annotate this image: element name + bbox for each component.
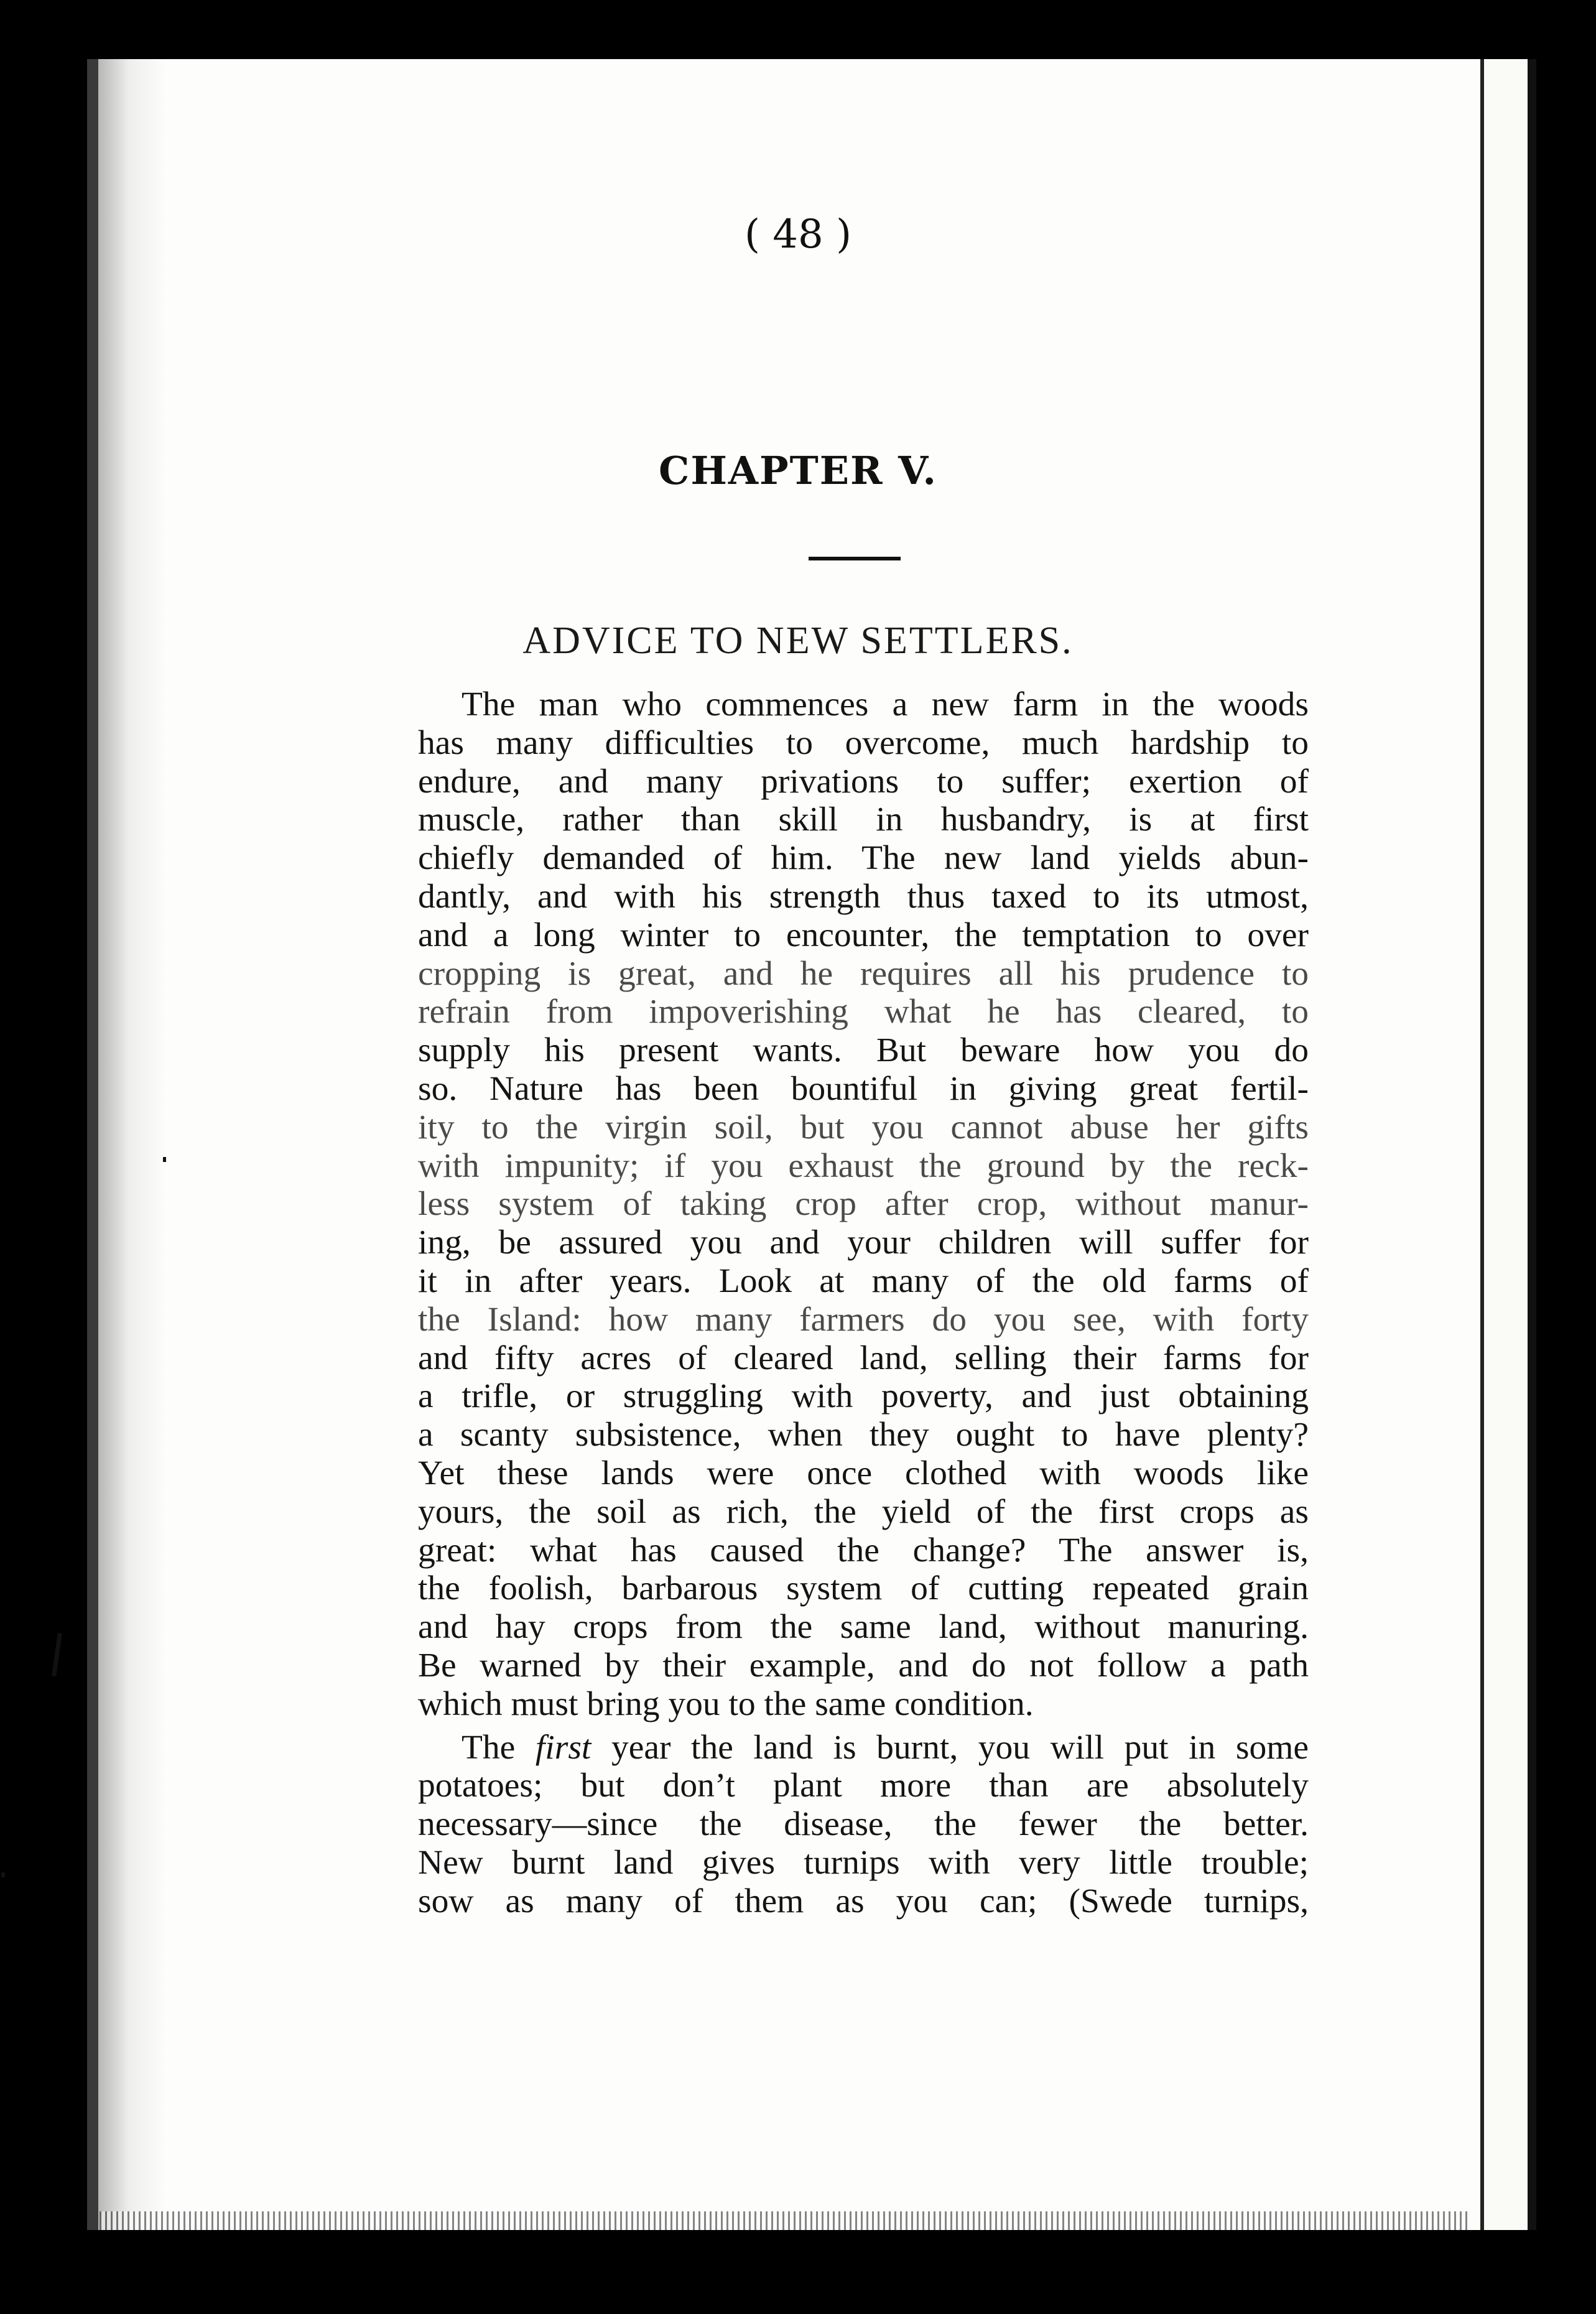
- text-line: [418, 1729, 1309, 1767]
- text-line: chiefly demanded of him. The new land yields abun-: [418, 839, 1309, 878]
- text-line: yours, the soil as rich, the yield of the first crops as: [418, 1492, 1309, 1531]
- text-run: year the land is burnt, you will put in some: [591, 1728, 1309, 1767]
- text-line: sow as many of them as you can; (Swede turnips,: [418, 1882, 1309, 1920]
- text-line: the Island: how many farmers do you see, with forty: [418, 1300, 1309, 1339]
- text-line: a trifle, or struggling with poverty, and just obtaining: [418, 1377, 1309, 1416]
- text-line: necessary—since the disease, the fewer the better.: [418, 1805, 1309, 1844]
- paragraph-1: [418, 685, 1309, 1724]
- text-line: so. Nature has been bountiful in giving great fertil-: [418, 1069, 1309, 1108]
- text-line: ity to the virgin soil, but you cannot abuse her gifts: [418, 1108, 1309, 1146]
- text-line: dantly, and with his strength thus taxed to its utmost,: [418, 877, 1309, 916]
- text-line: potatoes; but don’t plant more than are absolutely: [418, 1767, 1309, 1805]
- page-number: ( 48 ): [744, 211, 852, 258]
- text-line: less system of taking crop after crop, without manur-: [418, 1185, 1309, 1224]
- text-line: and hay crops from the same land, without manuring.: [418, 1608, 1309, 1647]
- text-line: muscle, rather than skill in husbandry, is at first: [418, 801, 1309, 839]
- text-line: Yet these lands were once clothed with woods like: [418, 1454, 1309, 1492]
- text-line: with impunity; if you exhaust the ground by the reck-: [418, 1146, 1309, 1185]
- text-line: which must bring you to the same condition.: [418, 1684, 1034, 1723]
- text-line: endure, and many privations to suffer; exertion of: [418, 762, 1309, 801]
- text-line: the foolish, barbarous system of cutting repeated grain: [418, 1569, 1309, 1608]
- text-line: Be warned by their example, and do not follow a path: [418, 1646, 1309, 1684]
- text-line: it in after years. Look at many of the old farms of: [418, 1262, 1309, 1300]
- text-line: ing, be assured you and your children will suffer for: [418, 1224, 1309, 1262]
- margin-mark: [1, 1872, 5, 1877]
- section-heading: ADVICE TO NEW SETTLERS.: [522, 620, 1074, 662]
- margin-mark: [52, 1633, 62, 1676]
- gutter-shadow: [98, 59, 167, 2230]
- text-line: a scanty subsistence, when they ought to have plenty?: [418, 1416, 1309, 1454]
- paragraph-2: [418, 1729, 1309, 1921]
- text-line: and a long winter to encounter, the temptation to over: [418, 916, 1309, 954]
- text-line: New burnt land gives turnips with very little trouble;: [418, 1843, 1309, 1882]
- text-line: The man who commences a new farm in the woods: [462, 685, 1309, 723]
- text-line: refrain from impoverishing what he has cleared, to: [418, 993, 1309, 1031]
- text-line: and fifty acres of cleared land, selling their farms for: [418, 1339, 1309, 1377]
- text-run: The: [462, 1728, 536, 1767]
- text-line: great: what has caused the change? The answer is,: [418, 1531, 1309, 1569]
- emphasized-word: first: [535, 1728, 592, 1767]
- chapter-title: CHAPTER V.: [658, 448, 937, 493]
- text-line: supply his present wants. But beware how you do: [418, 1031, 1309, 1070]
- title-rule: [809, 557, 901, 560]
- margin-mark: [163, 1157, 166, 1162]
- text-line: cropping is great, and he requires all his prudence to: [418, 954, 1309, 993]
- page-bottom-edge: [100, 2211, 1468, 2230]
- text-line: has many difficulties to overcome, much hardship to: [418, 723, 1309, 762]
- adjacent-page-edge: [1480, 59, 1536, 2230]
- body-text: [418, 685, 1309, 1921]
